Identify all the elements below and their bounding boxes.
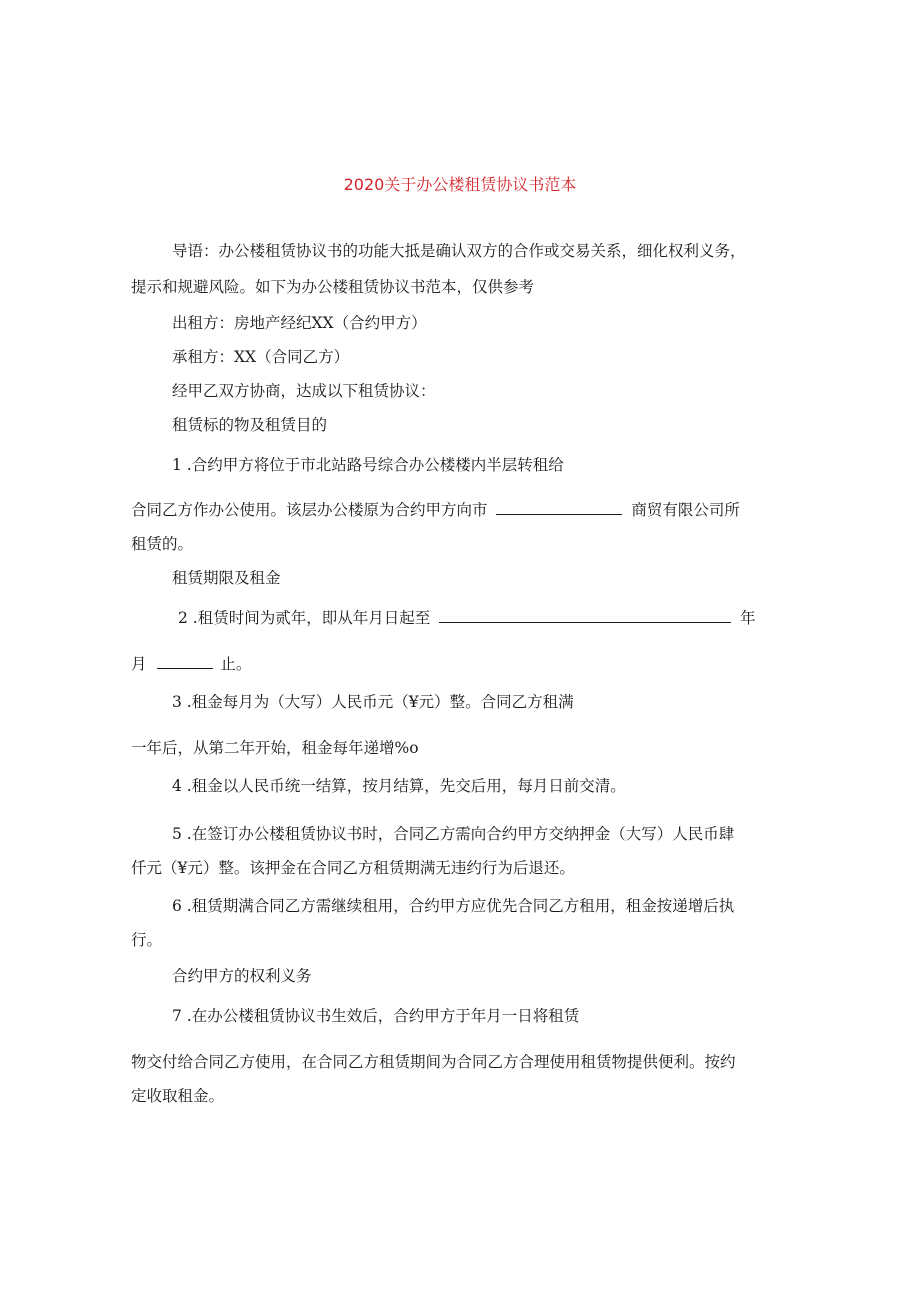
item-2-line-1: [178, 608, 756, 628]
item-2-line-2-text-a: 月: [131, 655, 147, 673]
item-1-line-2-text-a: 合同乙方作办公使用。该层办公楼原为合约甲方向市: [131, 501, 488, 519]
item-2-line-2: [131, 654, 251, 674]
item-2-line-2-text-b: 止。: [220, 655, 252, 673]
document-title: 2020关于办公楼租赁协议书范本: [343, 175, 577, 194]
blank-underline: [439, 608, 731, 623]
lessor-line: 出租方：房地产经纪XX（合约甲方）: [172, 314, 427, 332]
item-4-line: 4 .租金以人民币统一结算，按月结算，先交后用，每月日前交清。: [172, 777, 626, 795]
agreement-line: 经甲乙双方协商，达成以下租赁协议：: [172, 382, 436, 400]
item-2-line-1-text-b: 年: [740, 609, 756, 627]
item-1-line-3: 租赁的。: [131, 535, 194, 553]
item-5-line-2: 仟元（¥元）整。该押金在合同乙方租赁期满无违约行为后退还。: [131, 859, 575, 877]
lessee-line: 承租方：XX（合同乙方）: [172, 348, 350, 366]
intro-line-1: 导语：办公楼租赁协议书的功能大抵是确认双方的合作或交易关系，细化权利义务，: [172, 242, 746, 260]
blank-underline: [157, 654, 213, 669]
item-7-line-3: 定收取租金。: [131, 1087, 225, 1105]
item-7-line-2: 物交付给合同乙方使用，在合同乙方租赁期间为合同乙方合理使用租赁物提供便利。按约: [131, 1053, 736, 1071]
item-6-line-2: 行。: [131, 931, 163, 949]
item-1-line-2-text-b: 商贸有限公司所: [631, 501, 740, 519]
section-heading-lessor-rights: 合约甲方的权利义务: [172, 967, 312, 985]
item-3-line-2: 一年后，从第二年开始，租金每年递增%o: [131, 739, 419, 757]
section-heading-term: 租赁期限及租金: [172, 569, 281, 587]
item-1-line-1: 1 .合约甲方将位于市北站路号综合办公楼楼内半层转租给: [172, 456, 564, 474]
item-5-line-1: 5 .在签订办公楼租赁协议书时，合同乙方需向合约甲方交纳押金（大写）人民币肆: [172, 825, 735, 843]
item-7-line-1: 7 .在办公楼租赁协议书生效后，合约甲方于年月一日将租赁: [172, 1007, 580, 1025]
section-heading-subject: 租赁标的物及租赁目的: [172, 416, 328, 434]
intro-line-2: 提示和规避风险。如下为办公楼租赁协议书范本，仅供参考: [131, 278, 535, 296]
item-6-line-1: 6 .租赁期满合同乙方需继续租用，合约甲方应优先合同乙方租用，租金按递增后执: [172, 897, 735, 915]
blank-underline: [496, 500, 622, 515]
item-2-line-1-text-a: 2 .租赁时间为贰年，即从年月日起至: [178, 609, 431, 627]
item-3-line-1: 3 .租金每月为（大写）人民币元（¥元）整。合同乙方租满: [172, 693, 574, 711]
item-1-line-2: [131, 500, 740, 520]
